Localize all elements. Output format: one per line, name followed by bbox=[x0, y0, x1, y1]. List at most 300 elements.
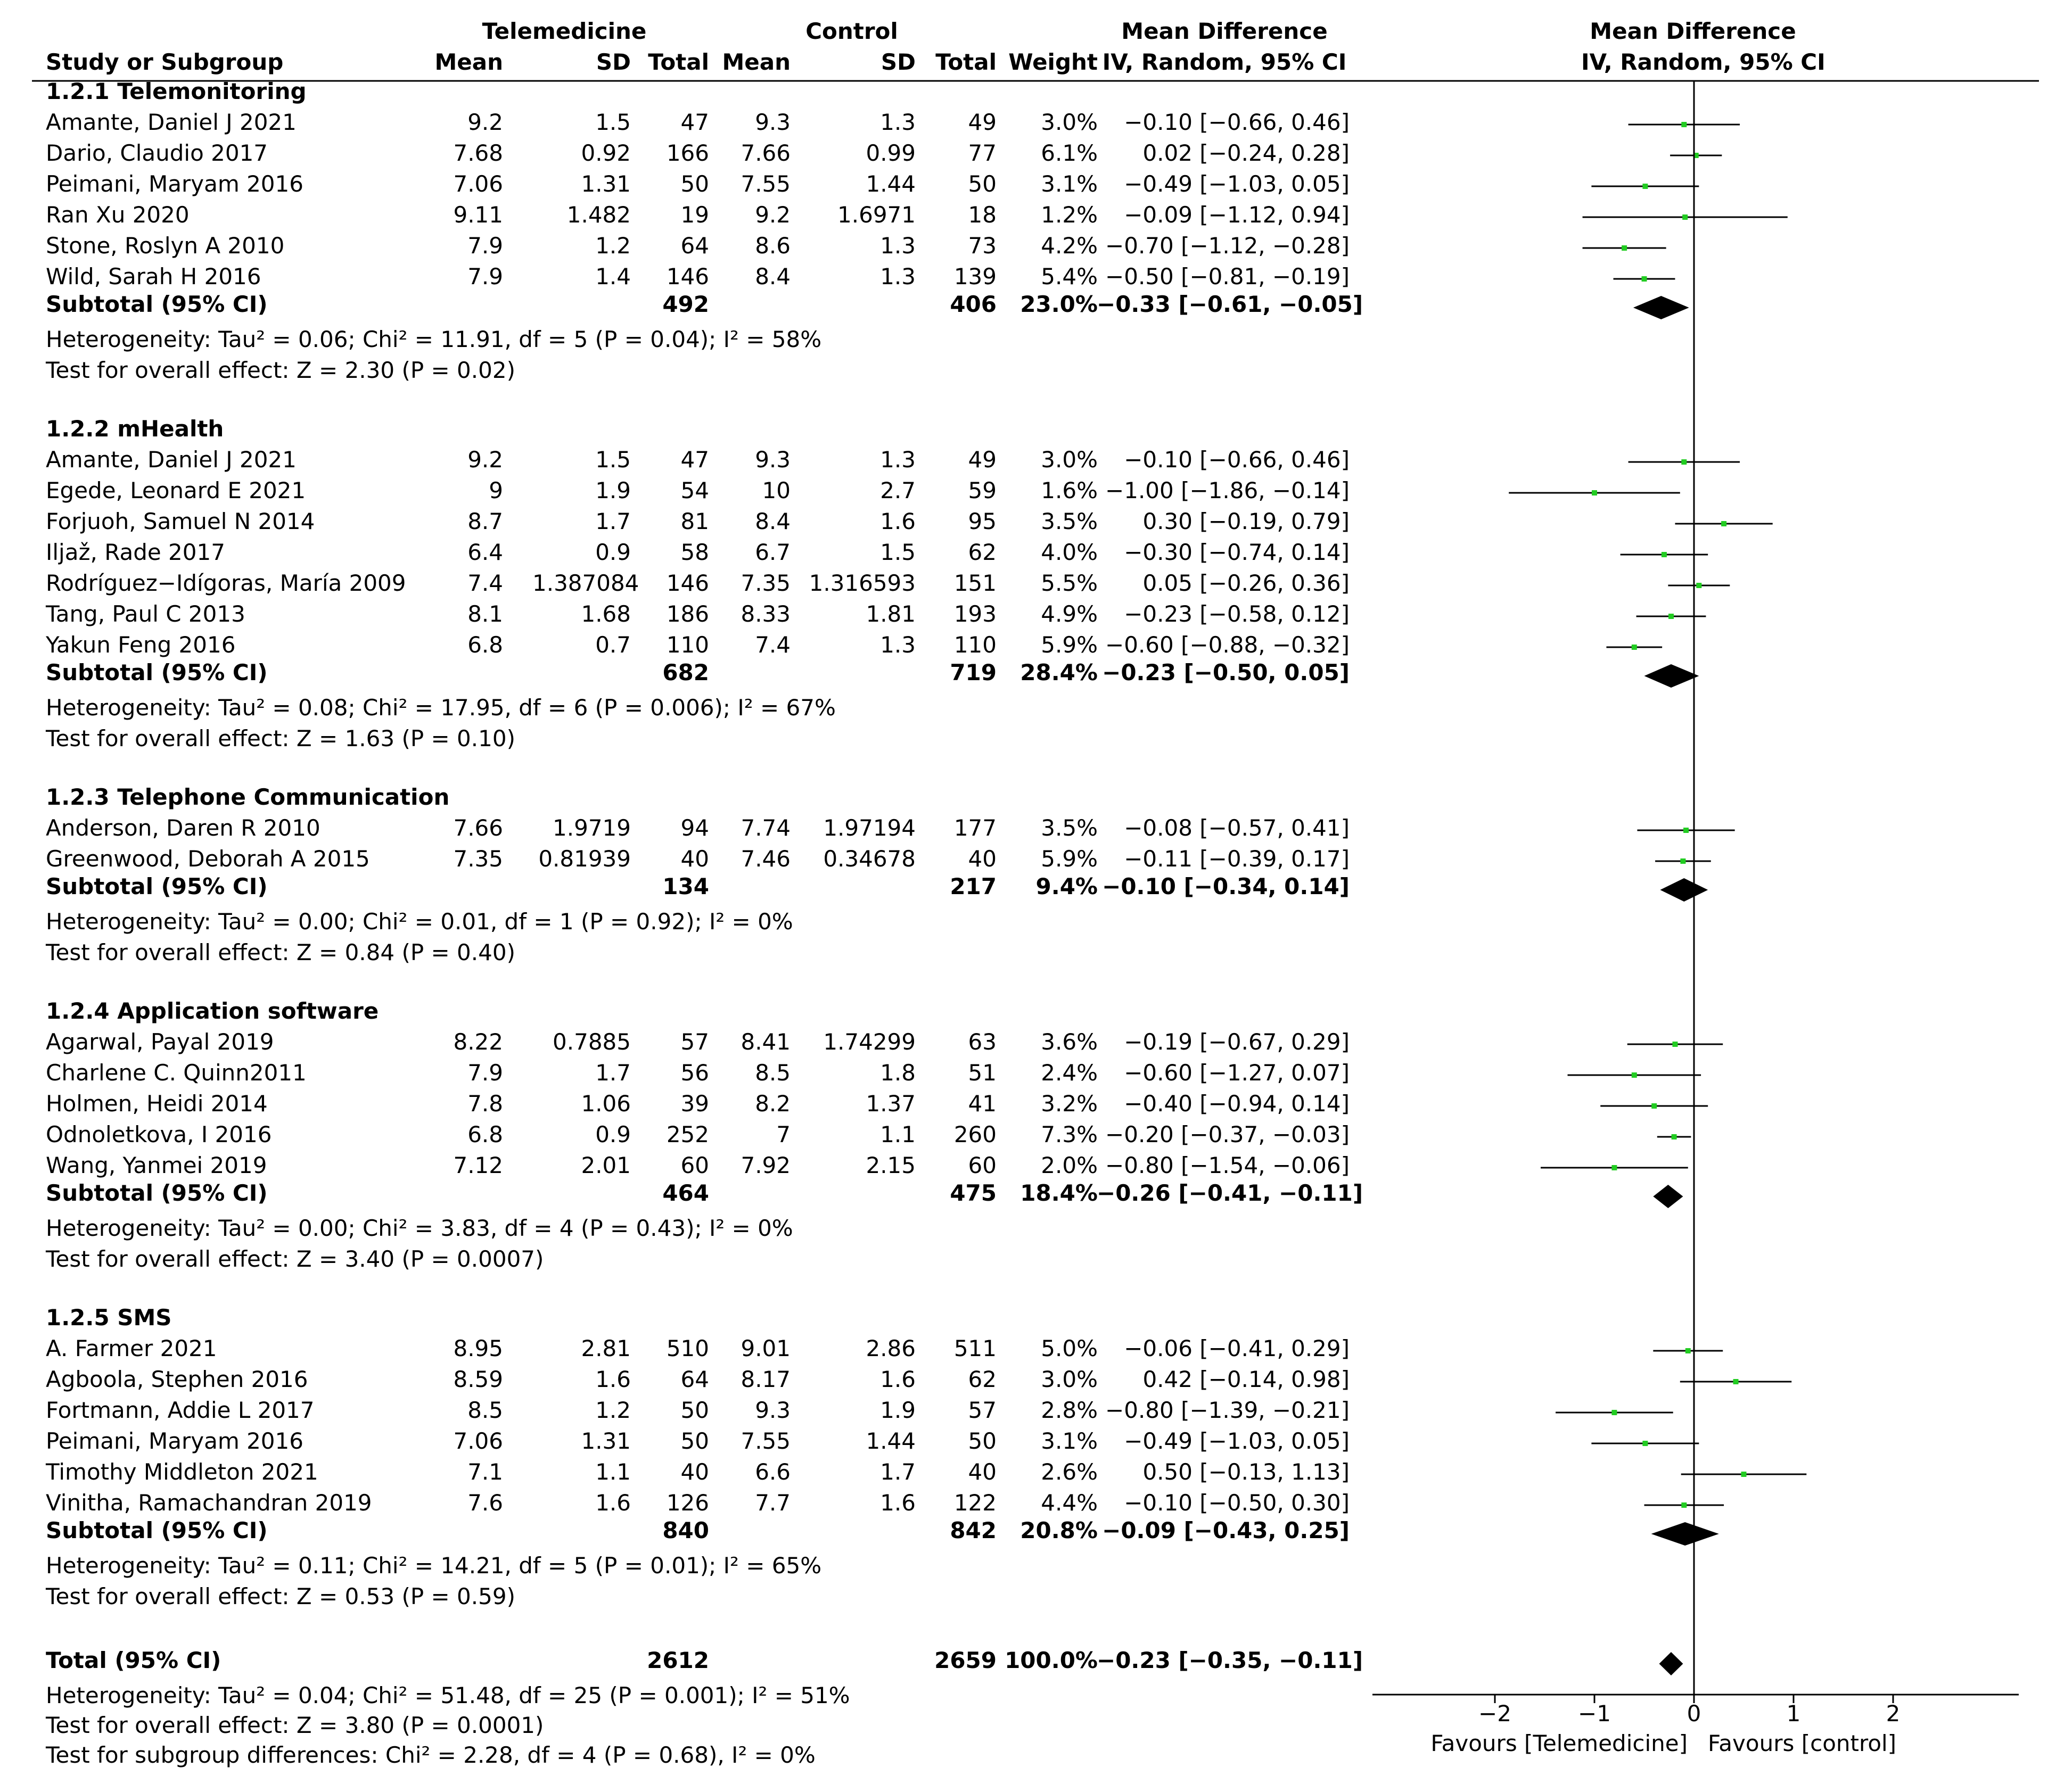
subtotal-label: Subtotal (95% CI) bbox=[46, 873, 268, 899]
tele-sd-cell: 1.6 bbox=[595, 1490, 631, 1516]
ctrl-mean-cell: 7.46 bbox=[741, 846, 791, 872]
tele-mean-cell: 9 bbox=[489, 477, 503, 503]
tele-total-cell: 64 bbox=[680, 1366, 709, 1392]
tele-mean-cell: 8.95 bbox=[453, 1335, 503, 1361]
ctrl-mean-cell: 7.55 bbox=[741, 171, 791, 197]
ctrl-sd-cell: 2.15 bbox=[866, 1152, 916, 1178]
tele-mean-cell: 6.8 bbox=[467, 632, 503, 658]
study-name: Odnoletkova, I 2016 bbox=[46, 1121, 272, 1147]
effect-point bbox=[1642, 276, 1647, 282]
ctrl-total-cell: 217 bbox=[950, 873, 997, 899]
effect-point bbox=[1611, 1165, 1617, 1170]
subgroup-title: 1.2.4 Application software bbox=[46, 998, 379, 1024]
ctrl-sd-cell: 1.81 bbox=[866, 601, 916, 627]
study-name: Ran Xu 2020 bbox=[46, 202, 190, 228]
study-name: Agboola, Stephen 2016 bbox=[46, 1366, 308, 1392]
tele-total-cell: 510 bbox=[666, 1335, 709, 1361]
study-name: A. Farmer 2021 bbox=[46, 1335, 217, 1361]
md-ci-cell: −0.49 [−1.03, 0.05] bbox=[1124, 171, 1350, 197]
study-name: Charlene C. Quinn2011 bbox=[46, 1060, 307, 1086]
tele-total-cell: 50 bbox=[680, 171, 709, 197]
weight-cell: 5.9% bbox=[1041, 632, 1098, 658]
weight-cell: 100.0% bbox=[1005, 1647, 1098, 1673]
weight-cell: 5.4% bbox=[1041, 263, 1098, 290]
effect-point bbox=[1622, 245, 1627, 251]
md-ci-cell: −0.23 [−0.58, 0.12] bbox=[1124, 601, 1350, 627]
tele-sd-cell: 1.68 bbox=[581, 601, 631, 627]
tele-total-cell: 682 bbox=[662, 659, 709, 686]
ctrl-mean-cell: 8.2 bbox=[755, 1091, 791, 1117]
tele-sd-cell: 1.6 bbox=[595, 1366, 631, 1392]
ctrl-mean-cell: 7.55 bbox=[741, 1428, 791, 1454]
pooled-diamond bbox=[1653, 1185, 1683, 1208]
heterogeneity-text: Heterogeneity: Tau² = 0.06; Chi² = 11.91, df = 5 (P = 0.04); I² = 58% bbox=[46, 326, 822, 352]
tele-sd-cell: 0.92 bbox=[581, 140, 631, 166]
tele-total-cell: 54 bbox=[680, 477, 709, 503]
md-ci-cell: −0.19 [−0.67, 0.29] bbox=[1124, 1029, 1350, 1055]
md-ci-cell: −0.10 [−0.50, 0.30] bbox=[1124, 1490, 1350, 1516]
tele-sd-cell: 0.9 bbox=[595, 539, 631, 565]
tele-total-cell: 146 bbox=[666, 570, 709, 596]
effect-point bbox=[1642, 1441, 1648, 1446]
ctrl-total-cell: 18 bbox=[968, 202, 997, 228]
tele-mean-cell: 7.9 bbox=[467, 263, 503, 290]
tele-sd-cell: 1.5 bbox=[595, 447, 631, 473]
study-name: Stone, Roslyn A 2010 bbox=[46, 233, 285, 259]
ctrl-total-cell: 2659 bbox=[934, 1647, 997, 1673]
header-group-telemedicine: Telemedicine bbox=[482, 18, 647, 44]
md-ci-cell: −0.49 [−1.03, 0.05] bbox=[1124, 1428, 1350, 1454]
md-ci-cell: −0.60 [−1.27, 0.07] bbox=[1124, 1060, 1350, 1086]
tele-total-cell: 19 bbox=[680, 202, 709, 228]
tele-sd-cell: 1.2 bbox=[595, 1397, 631, 1423]
md-ci-cell: −0.10 [−0.66, 0.46] bbox=[1124, 109, 1350, 135]
tele-sd-cell: 1.7 bbox=[595, 1060, 631, 1086]
subtotal-label: Subtotal (95% CI) bbox=[46, 659, 268, 686]
ctrl-sd-cell: 1.6 bbox=[880, 1490, 916, 1516]
ctrl-sd-cell: 1.316593 bbox=[809, 570, 916, 596]
tele-total-cell: 166 bbox=[666, 140, 709, 166]
effect-point bbox=[1683, 828, 1689, 833]
effect-point bbox=[1611, 1410, 1617, 1415]
ctrl-mean-cell: 7.35 bbox=[741, 570, 791, 596]
weight-cell: 20.8% bbox=[1020, 1517, 1098, 1543]
ctrl-total-cell: 260 bbox=[953, 1121, 997, 1147]
study-name: Wild, Sarah H 2016 bbox=[46, 263, 261, 290]
md-ci-cell: −1.00 [−1.86, −0.14] bbox=[1105, 477, 1350, 503]
tele-total-cell: 57 bbox=[680, 1029, 709, 1055]
subgroup-differences-text: Test for subgroup differences: Chi² = 2.28, df = 4 (P = 0.68), I² = 0% bbox=[46, 1742, 816, 1768]
header-tele-sd: SD bbox=[596, 49, 631, 75]
heterogeneity-text: Heterogeneity: Tau² = 0.00; Chi² = 0.01, df = 1 (P = 0.92); I² = 0% bbox=[46, 909, 793, 935]
weight-cell: 1.2% bbox=[1041, 202, 1098, 228]
effect-point bbox=[1682, 214, 1688, 220]
study-name: Anderson, Daren R 2010 bbox=[46, 815, 320, 841]
ctrl-mean-cell: 7.66 bbox=[741, 140, 791, 166]
md-ci-cell: −0.23 [−0.35, −0.11] bbox=[1097, 1647, 1363, 1673]
subgroup-title: 1.2.3 Telephone Communication bbox=[46, 784, 450, 810]
ctrl-mean-cell: 8.6 bbox=[755, 233, 791, 259]
study-name: Iljaž, Rade 2017 bbox=[46, 539, 225, 565]
tele-sd-cell: 1.06 bbox=[581, 1091, 631, 1117]
ctrl-total-cell: 62 bbox=[968, 1366, 997, 1392]
tele-total-cell: 2612 bbox=[647, 1647, 709, 1673]
ctrl-total-cell: 63 bbox=[968, 1029, 997, 1055]
ctrl-total-cell: 50 bbox=[968, 1428, 997, 1454]
tele-mean-cell: 9.2 bbox=[467, 447, 503, 473]
ctrl-total-cell: 51 bbox=[968, 1060, 997, 1086]
tele-total-cell: 40 bbox=[680, 846, 709, 872]
ctrl-mean-cell: 9.3 bbox=[755, 1397, 791, 1423]
weight-cell: 3.5% bbox=[1041, 815, 1098, 841]
md-ci-cell: −0.08 [−0.57, 0.41] bbox=[1124, 815, 1350, 841]
md-ci-cell: −0.33 [−0.61, −0.05] bbox=[1097, 291, 1363, 317]
study-name: Timothy Middleton 2021 bbox=[46, 1459, 318, 1485]
tele-mean-cell: 9.2 bbox=[467, 109, 503, 135]
weight-cell: 9.4% bbox=[1035, 873, 1098, 899]
study-name: Amante, Daniel J 2021 bbox=[46, 447, 297, 473]
total-overall-effect-text: Test for overall effect: Z = 3.80 (P = 0.0001) bbox=[46, 1712, 544, 1738]
md-ci-cell: −0.20 [−0.37, −0.03] bbox=[1105, 1121, 1350, 1147]
tele-total-cell: 47 bbox=[680, 109, 709, 135]
overall-effect-text: Test for overall effect: Z = 1.63 (P = 0.10) bbox=[46, 725, 515, 752]
ctrl-sd-cell: 1.1 bbox=[880, 1121, 916, 1147]
tele-mean-cell: 7.06 bbox=[453, 1428, 503, 1454]
study-name: Agarwal, Payal 2019 bbox=[46, 1029, 274, 1055]
tele-total-cell: 94 bbox=[680, 815, 709, 841]
study-name: Holmen, Heidi 2014 bbox=[46, 1091, 268, 1117]
overall-effect-text: Test for overall effect: Z = 0.84 (P = 0.40) bbox=[46, 939, 515, 965]
md-ci-cell: −0.09 [−1.12, 0.94] bbox=[1124, 202, 1350, 228]
ctrl-mean-cell: 7.7 bbox=[755, 1490, 791, 1516]
md-ci-cell: −0.30 [−0.74, 0.14] bbox=[1124, 539, 1350, 565]
ctrl-sd-cell: 1.3 bbox=[880, 109, 916, 135]
ctrl-sd-cell: 1.9 bbox=[880, 1397, 916, 1423]
ctrl-total-cell: 59 bbox=[968, 477, 997, 503]
ctrl-sd-cell: 1.3 bbox=[880, 447, 916, 473]
ctrl-sd-cell: 2.7 bbox=[880, 477, 916, 503]
ctrl-total-cell: 151 bbox=[953, 570, 997, 596]
effect-point bbox=[1592, 490, 1597, 496]
weight-cell: 2.0% bbox=[1041, 1152, 1098, 1178]
tele-total-cell: 40 bbox=[680, 1459, 709, 1485]
study-name: Tang, Paul C 2013 bbox=[46, 601, 245, 627]
ctrl-sd-cell: 0.99 bbox=[866, 140, 916, 166]
pooled-diamond bbox=[1644, 664, 1699, 688]
x-tick-label: 2 bbox=[1886, 1700, 1901, 1727]
md-ci-cell: 0.30 [−0.19, 0.79] bbox=[1142, 508, 1350, 534]
ctrl-mean-cell: 10 bbox=[762, 477, 791, 503]
effect-point bbox=[1662, 552, 1667, 557]
ctrl-sd-cell: 1.6 bbox=[880, 1366, 916, 1392]
overall-effect-text: Test for overall effect: Z = 0.53 (P = 0.59) bbox=[46, 1583, 515, 1609]
tele-mean-cell: 8.7 bbox=[467, 508, 503, 534]
effect-point bbox=[1681, 122, 1687, 127]
x-tick-label: 0 bbox=[1687, 1700, 1701, 1727]
weight-cell: 3.5% bbox=[1041, 508, 1098, 534]
weight-cell: 1.6% bbox=[1041, 477, 1098, 503]
tele-sd-cell: 2.81 bbox=[581, 1335, 631, 1361]
md-ci-cell: 0.05 [−0.26, 0.36] bbox=[1142, 570, 1350, 596]
md-ci-cell: −0.80 [−1.54, −0.06] bbox=[1105, 1152, 1350, 1178]
weight-cell: 5.5% bbox=[1041, 570, 1098, 596]
tele-mean-cell: 7.68 bbox=[453, 140, 503, 166]
heterogeneity-text: Heterogeneity: Tau² = 0.08; Chi² = 17.95, df = 6 (P = 0.006); I² = 67% bbox=[46, 695, 836, 721]
tele-mean-cell: 7.06 bbox=[453, 171, 503, 197]
ctrl-mean-cell: 8.33 bbox=[741, 601, 791, 627]
ctrl-mean-cell: 8.4 bbox=[755, 508, 791, 534]
tele-sd-cell: 1.9 bbox=[595, 477, 631, 503]
ctrl-total-cell: 177 bbox=[953, 815, 997, 841]
x-tick-label: −2 bbox=[1478, 1700, 1511, 1727]
header-md-table: Mean Difference bbox=[1121, 18, 1328, 44]
tele-mean-cell: 8.5 bbox=[467, 1397, 503, 1423]
ctrl-sd-cell: 1.3 bbox=[880, 263, 916, 290]
effect-point bbox=[1721, 521, 1726, 526]
tele-total-cell: 58 bbox=[680, 539, 709, 565]
ctrl-sd-cell: 1.3 bbox=[880, 233, 916, 259]
subtotal-label: Subtotal (95% CI) bbox=[46, 291, 268, 317]
x-tick-label: −1 bbox=[1578, 1700, 1611, 1727]
ctrl-total-cell: 842 bbox=[950, 1517, 997, 1543]
header-ctrl-mean: Mean bbox=[722, 49, 791, 75]
tele-total-cell: 81 bbox=[680, 508, 709, 534]
tele-sd-cell: 1.31 bbox=[581, 1428, 631, 1454]
ctrl-mean-cell: 8.4 bbox=[755, 263, 791, 290]
study-name: Rodríguez−Idígoras, María 2009 bbox=[46, 570, 406, 596]
pooled-diamond bbox=[1651, 1522, 1719, 1546]
tele-total-cell: 110 bbox=[666, 632, 709, 658]
tele-sd-cell: 1.387084 bbox=[532, 570, 639, 596]
study-name: Fortmann, Addie L 2017 bbox=[46, 1397, 315, 1423]
md-ci-cell: 0.50 [−0.13, 1.13] bbox=[1142, 1459, 1350, 1485]
tele-sd-cell: 1.4 bbox=[595, 263, 631, 290]
weight-cell: 5.9% bbox=[1041, 846, 1098, 872]
subtotal-label: Subtotal (95% CI) bbox=[46, 1517, 268, 1543]
md-ci-cell: −0.09 [−0.43, 0.25] bbox=[1102, 1517, 1350, 1543]
tele-total-cell: 50 bbox=[680, 1428, 709, 1454]
tele-mean-cell: 7.12 bbox=[453, 1152, 503, 1178]
md-ci-cell: −0.10 [−0.66, 0.46] bbox=[1124, 447, 1350, 473]
tele-mean-cell: 7.1 bbox=[467, 1459, 503, 1485]
effect-point bbox=[1696, 583, 1701, 588]
subtotal-label: Total (95% CI) bbox=[46, 1647, 221, 1673]
weight-cell: 4.9% bbox=[1041, 601, 1098, 627]
pooled-diamond bbox=[1660, 878, 1708, 902]
weight-cell: 3.0% bbox=[1041, 109, 1098, 135]
weight-cell: 4.2% bbox=[1041, 233, 1098, 259]
ctrl-mean-cell: 9.01 bbox=[741, 1335, 791, 1361]
weight-cell: 3.1% bbox=[1041, 171, 1098, 197]
weight-cell: 28.4% bbox=[1020, 659, 1098, 686]
ctrl-total-cell: 49 bbox=[968, 109, 997, 135]
ctrl-total-cell: 110 bbox=[953, 632, 997, 658]
weight-cell: 18.4% bbox=[1020, 1180, 1098, 1206]
favours-left-label: Favours [Telemedicine] bbox=[1430, 1730, 1688, 1756]
heterogeneity-text: Heterogeneity: Tau² = 0.11; Chi² = 14.21, df = 5 (P = 0.01); I² = 65% bbox=[46, 1552, 822, 1579]
header-ctrl-total: Total bbox=[935, 49, 997, 75]
tele-total-cell: 50 bbox=[680, 1397, 709, 1423]
tele-total-cell: 252 bbox=[666, 1121, 709, 1147]
ctrl-mean-cell: 9.3 bbox=[755, 109, 791, 135]
md-ci-cell: 0.42 [−0.14, 0.98] bbox=[1142, 1366, 1350, 1392]
tele-total-cell: 492 bbox=[662, 291, 709, 317]
subgroup-title: 1.2.5 SMS bbox=[46, 1304, 172, 1331]
ctrl-sd-cell: 1.6 bbox=[880, 508, 916, 534]
tele-mean-cell: 7.8 bbox=[467, 1091, 503, 1117]
header-group-control: Control bbox=[805, 18, 898, 44]
ctrl-total-cell: 40 bbox=[968, 1459, 997, 1485]
ctrl-mean-cell: 7.4 bbox=[755, 632, 791, 658]
effect-point bbox=[1741, 1472, 1747, 1477]
md-ci-cell: −0.26 [−0.41, −0.11] bbox=[1097, 1180, 1363, 1206]
ctrl-mean-cell: 7.92 bbox=[741, 1152, 791, 1178]
overall-effect-text: Test for overall effect: Z = 3.40 (P = 0.0007) bbox=[46, 1246, 544, 1272]
weight-cell: 23.0% bbox=[1020, 291, 1098, 317]
ctrl-mean-cell: 6.7 bbox=[755, 539, 791, 565]
tele-sd-cell: 2.01 bbox=[581, 1152, 631, 1178]
effect-point bbox=[1632, 645, 1637, 650]
tele-sd-cell: 1.7 bbox=[595, 508, 631, 534]
effect-point bbox=[1672, 1134, 1677, 1139]
tele-total-cell: 64 bbox=[680, 233, 709, 259]
tele-mean-cell: 7.66 bbox=[453, 815, 503, 841]
ctrl-mean-cell: 9.2 bbox=[755, 202, 791, 228]
tele-mean-cell: 7.9 bbox=[467, 233, 503, 259]
weight-cell: 6.1% bbox=[1041, 140, 1098, 166]
ctrl-mean-cell: 6.6 bbox=[755, 1459, 791, 1485]
ctrl-total-cell: 406 bbox=[950, 291, 997, 317]
weight-cell: 4.4% bbox=[1041, 1490, 1098, 1516]
ctrl-sd-cell: 1.7 bbox=[880, 1459, 916, 1485]
header-study-col: Study or Subgroup bbox=[46, 49, 284, 75]
subgroup-title: 1.2.2 mHealth bbox=[46, 416, 224, 442]
tele-total-cell: 60 bbox=[680, 1152, 709, 1178]
ctrl-sd-cell: 2.86 bbox=[866, 1335, 916, 1361]
study-name: Vinitha, Ramachandran 2019 bbox=[46, 1490, 372, 1516]
study-name: Peimani, Maryam 2016 bbox=[46, 1428, 303, 1454]
ctrl-mean-cell: 8.41 bbox=[741, 1029, 791, 1055]
header-md-table-sub: IV, Random, 95% CI bbox=[1102, 49, 1347, 75]
study-name: Yakun Feng 2016 bbox=[46, 632, 236, 658]
ctrl-total-cell: 57 bbox=[968, 1397, 997, 1423]
md-ci-cell: −0.60 [−0.88, −0.32] bbox=[1105, 632, 1350, 658]
ctrl-total-cell: 49 bbox=[968, 447, 997, 473]
ctrl-mean-cell: 8.17 bbox=[741, 1366, 791, 1392]
tele-total-cell: 186 bbox=[666, 601, 709, 627]
ctrl-sd-cell: 1.8 bbox=[880, 1060, 916, 1086]
tele-sd-cell: 1.2 bbox=[595, 233, 631, 259]
ctrl-total-cell: 475 bbox=[950, 1180, 997, 1206]
ctrl-total-cell: 719 bbox=[950, 659, 997, 686]
tele-sd-cell: 0.9 bbox=[595, 1121, 631, 1147]
subgroup-title: 1.2.1 Telemonitoring bbox=[46, 78, 307, 104]
ctrl-mean-cell: 9.3 bbox=[755, 447, 791, 473]
tele-sd-cell: 0.7885 bbox=[553, 1029, 631, 1055]
tele-mean-cell: 8.22 bbox=[453, 1029, 503, 1055]
md-ci-cell: −0.06 [−0.41, 0.29] bbox=[1124, 1335, 1350, 1361]
ctrl-total-cell: 62 bbox=[968, 539, 997, 565]
ctrl-total-cell: 50 bbox=[968, 171, 997, 197]
overall-effect-text: Test for overall effect: Z = 2.30 (P = 0.02) bbox=[46, 357, 515, 383]
ctrl-sd-cell: 1.5 bbox=[880, 539, 916, 565]
weight-cell: 3.0% bbox=[1041, 447, 1098, 473]
tele-sd-cell: 0.7 bbox=[595, 632, 631, 658]
effect-point bbox=[1642, 184, 1648, 189]
study-name: Peimani, Maryam 2016 bbox=[46, 171, 303, 197]
weight-cell: 3.6% bbox=[1041, 1029, 1098, 1055]
header-tele-total: Total bbox=[648, 49, 709, 75]
effect-point bbox=[1733, 1379, 1739, 1384]
weight-cell: 3.1% bbox=[1041, 1428, 1098, 1454]
header-md-plot: Mean Difference bbox=[1590, 18, 1796, 44]
study-name: Amante, Daniel J 2021 bbox=[46, 109, 297, 135]
tele-mean-cell: 8.1 bbox=[467, 601, 503, 627]
study-name: Forjuoh, Samuel N 2014 bbox=[46, 508, 315, 534]
tele-sd-cell: 1.5 bbox=[595, 109, 631, 135]
md-ci-cell: −0.50 [−0.81, −0.19] bbox=[1105, 263, 1350, 290]
md-ci-cell: −0.80 [−1.39, −0.21] bbox=[1105, 1397, 1350, 1423]
tele-total-cell: 134 bbox=[662, 873, 709, 899]
ctrl-total-cell: 60 bbox=[968, 1152, 997, 1178]
effect-point bbox=[1680, 858, 1685, 864]
tele-total-cell: 39 bbox=[680, 1091, 709, 1117]
md-ci-cell: −0.70 [−1.12, −0.28] bbox=[1105, 233, 1350, 259]
ctrl-mean-cell: 7 bbox=[776, 1121, 791, 1147]
tele-total-cell: 56 bbox=[680, 1060, 709, 1086]
effect-point bbox=[1651, 1103, 1657, 1109]
ctrl-total-cell: 40 bbox=[968, 846, 997, 872]
tele-mean-cell: 7.9 bbox=[467, 1060, 503, 1086]
ctrl-mean-cell: 7.74 bbox=[741, 815, 791, 841]
effect-point bbox=[1668, 614, 1674, 619]
ctrl-total-cell: 193 bbox=[953, 601, 997, 627]
weight-cell: 3.0% bbox=[1041, 1366, 1098, 1392]
weight-cell: 2.8% bbox=[1041, 1397, 1098, 1423]
weight-cell: 3.2% bbox=[1041, 1091, 1098, 1117]
tele-mean-cell: 7.4 bbox=[467, 570, 503, 596]
ctrl-total-cell: 122 bbox=[953, 1490, 997, 1516]
tele-mean-cell: 7.35 bbox=[453, 846, 503, 872]
tele-total-cell: 146 bbox=[666, 263, 709, 290]
study-name: Wang, Yanmei 2019 bbox=[46, 1152, 267, 1178]
ctrl-sd-cell: 1.44 bbox=[866, 1428, 916, 1454]
tele-sd-cell: 1.482 bbox=[566, 202, 631, 228]
ctrl-sd-cell: 1.6971 bbox=[837, 202, 916, 228]
tele-mean-cell: 8.59 bbox=[453, 1366, 503, 1392]
ctrl-total-cell: 73 bbox=[968, 233, 997, 259]
tele-mean-cell: 9.11 bbox=[453, 202, 503, 228]
ctrl-sd-cell: 1.3 bbox=[880, 632, 916, 658]
total-heterogeneity-text: Heterogeneity: Tau² = 0.04; Chi² = 51.48, df = 25 (P = 0.001); I² = 51% bbox=[46, 1682, 850, 1708]
pooled-diamond bbox=[1659, 1652, 1683, 1675]
header-ctrl-sd: SD bbox=[881, 49, 916, 75]
weight-cell: 2.6% bbox=[1041, 1459, 1098, 1485]
tele-total-cell: 47 bbox=[680, 447, 709, 473]
md-ci-cell: 0.02 [−0.24, 0.28] bbox=[1142, 140, 1350, 166]
effect-point bbox=[1685, 1348, 1691, 1353]
weight-cell: 5.0% bbox=[1041, 1335, 1098, 1361]
ctrl-sd-cell: 1.74299 bbox=[823, 1029, 916, 1055]
effect-point bbox=[1681, 459, 1687, 465]
tele-total-cell: 840 bbox=[662, 1517, 709, 1543]
tele-total-cell: 464 bbox=[662, 1180, 709, 1206]
ctrl-total-cell: 41 bbox=[968, 1091, 997, 1117]
tele-mean-cell: 7.6 bbox=[467, 1490, 503, 1516]
ctrl-sd-cell: 0.34678 bbox=[823, 846, 916, 872]
weight-cell: 7.3% bbox=[1041, 1121, 1098, 1147]
ctrl-total-cell: 139 bbox=[953, 263, 997, 290]
